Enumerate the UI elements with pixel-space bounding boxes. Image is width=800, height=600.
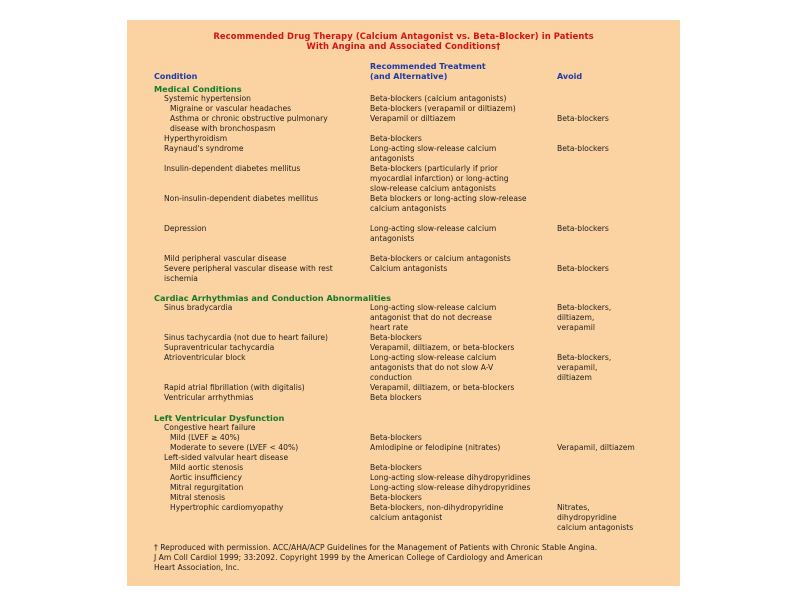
treatment-cell: heart rate <box>370 323 409 332</box>
condition-cell: Systemic hypertension <box>164 94 251 103</box>
column-header-treatment-sub: (and Alternative) <box>370 72 448 81</box>
condition-cell: Mild aortic stenosis <box>170 463 244 472</box>
treatment-cell: Beta-blockers <box>370 333 422 342</box>
footnote-line-3: Heart Association, Inc. <box>154 563 240 572</box>
treatment-cell: Verapamil, diltiazem, or beta-blockers <box>370 343 515 352</box>
avoid-cell: dihydropyridine <box>557 513 617 522</box>
treatment-cell: Amlodipine or felodipine (nitrates) <box>370 443 501 452</box>
treatment-cell: Beta blockers <box>370 393 422 402</box>
treatment-cell: Beta-blockers <box>370 134 422 143</box>
table-title <box>127 31 680 51</box>
condition-cell: Hypertrophic cardiomyopathy <box>170 503 284 512</box>
condition-cell: Ventricular arrhythmias <box>164 393 254 402</box>
condition-cell: Severe peripheral vascular disease with rest <box>164 264 333 273</box>
avoid-cell: Beta-blockers <box>557 144 609 153</box>
treatment-cell: antagonists that do not slow A-V <box>370 363 494 372</box>
column-header-condition: Condition <box>154 72 198 81</box>
treatment-cell: Long-acting slow-release calcium <box>370 224 497 233</box>
condition-cell: Insulin-dependent diabetes mellitus <box>164 164 301 173</box>
avoid-cell: diltiazem <box>557 373 592 382</box>
treatment-cell: Beta-blockers <box>370 463 422 472</box>
title-line-1: Recommended Drug Therapy (Calcium Antagonist vs. Beta-Blocker) in Patients <box>213 31 594 41</box>
condition-cell: Aortic insufficiency <box>170 473 242 482</box>
condition-cell: Congestive heart failure <box>164 423 256 432</box>
avoid-cell: Beta-blockers <box>557 114 609 123</box>
avoid-cell: Nitrates, <box>557 503 590 512</box>
treatment-cell: Verapamil, diltiazem, or beta-blockers <box>370 383 515 392</box>
treatment-cell: antagonist that do not decrease <box>370 313 492 322</box>
avoid-cell: Beta-blockers, <box>557 303 612 312</box>
treatment-cell: Long-acting slow-release calcium <box>370 144 497 153</box>
condition-cell: disease with bronchospasm <box>170 124 276 133</box>
condition-cell: Migraine or vascular headaches <box>170 104 292 113</box>
avoid-cell: verapamil, <box>557 363 598 372</box>
avoid-cell: Beta-blockers, <box>557 353 612 362</box>
treatment-cell: Beta blockers or long-acting slow-release <box>370 194 527 203</box>
treatment-cell: slow-release calcium antagonists <box>370 184 496 193</box>
treatment-cell: Calcium antagonists <box>370 264 448 273</box>
treatment-cell: calcium antagonists <box>370 204 447 213</box>
treatment-cell: Long-acting slow-release dihydropyridines <box>370 483 531 492</box>
treatment-cell: Long-acting slow-release dihydropyridines <box>370 473 531 482</box>
section-heading: Cardiac Arrhythmias and Conduction Abnormalities <box>154 293 391 303</box>
avoid-cell: calcium antagonists <box>557 523 634 532</box>
section-heading: Medical Conditions <box>154 84 242 94</box>
treatment-cell: Beta-blockers (particularly if prior <box>370 164 498 173</box>
avoid-cell: verapamil <box>557 323 596 332</box>
condition-cell: Mild (LVEF ≥ 40%) <box>170 433 240 442</box>
section-heading: Left Ventricular Dysfunction <box>154 413 285 423</box>
column-header-treatment: Recommended Treatment <box>370 62 486 71</box>
condition-cell: Non-insulin-dependent diabetes mellitus <box>164 194 319 203</box>
treatment-cell: antagonists <box>370 234 415 243</box>
treatment-cell: Long-acting slow-release calcium <box>370 353 497 362</box>
treatment-cell: Verapamil or diltiazem <box>370 114 456 123</box>
treatment-cell: Beta-blockers <box>370 433 422 442</box>
treatment-cell: conduction <box>370 373 412 382</box>
condition-cell: ischemia <box>164 274 198 283</box>
condition-cell: Mitral stenosis <box>170 493 226 502</box>
condition-cell: Left-sided valvular heart disease <box>164 453 289 462</box>
avoid-cell: Beta-blockers <box>557 224 609 233</box>
treatment-cell: Long-acting slow-release calcium <box>370 303 497 312</box>
drug-therapy-table <box>127 20 680 586</box>
condition-cell: Rapid atrial fibrillation (with digitalis) <box>164 383 305 392</box>
treatment-cell: antagonists <box>370 154 415 163</box>
avoid-cell: Beta-blockers <box>557 264 609 273</box>
treatment-cell: Beta-blockers, non-dihydropyridine <box>370 503 504 512</box>
condition-cell: Mitral regurgitation <box>170 483 244 492</box>
condition-cell: Sinus bradycardia <box>164 303 233 312</box>
column-header-avoid: Avoid <box>557 72 583 81</box>
condition-cell: Asthma or chronic obstructive pulmonary <box>170 114 328 123</box>
treatment-cell: calcium antagonist <box>370 513 443 522</box>
treatment-cell: Beta-blockers or calcium antagonists <box>370 254 511 263</box>
condition-cell: Atrioventricular block <box>164 353 246 362</box>
condition-cell: Sinus tachycardia (not due to heart failure) <box>164 333 329 342</box>
avoid-cell: diltiazem, <box>557 313 595 322</box>
footnote-line-1: † Reproduced with permission. ACC/AHA/ACP Guidelines for the Management of Patients with Chronic Stable Angina. <box>154 543 598 552</box>
footnote-line-2: J Am Coll Cardiol 1999; 33:2092. Copyright 1999 by the American College of Cardiology and American <box>154 553 543 562</box>
treatment-cell: Beta-blockers <box>370 493 422 502</box>
condition-cell: Mild peripheral vascular disease <box>164 254 287 263</box>
condition-cell: Raynaud's syndrome <box>164 144 244 153</box>
treatment-cell: Beta-blockers (calcium antagonists) <box>370 94 507 103</box>
treatment-cell: Beta-blockers (verapamil or diltiazem) <box>370 104 516 113</box>
avoid-cell: Verapamil, diltiazem <box>557 443 635 452</box>
condition-cell: Hyperthyroidism <box>164 134 228 143</box>
condition-cell: Depression <box>164 224 207 233</box>
treatment-cell: myocardial infarction) or long-acting <box>370 174 509 183</box>
condition-cell: Supraventricular tachycardia <box>164 343 275 352</box>
title-line-2: With Angina and Associated Conditions† <box>306 41 501 51</box>
condition-cell: Moderate to severe (LVEF < 40%) <box>170 443 299 452</box>
